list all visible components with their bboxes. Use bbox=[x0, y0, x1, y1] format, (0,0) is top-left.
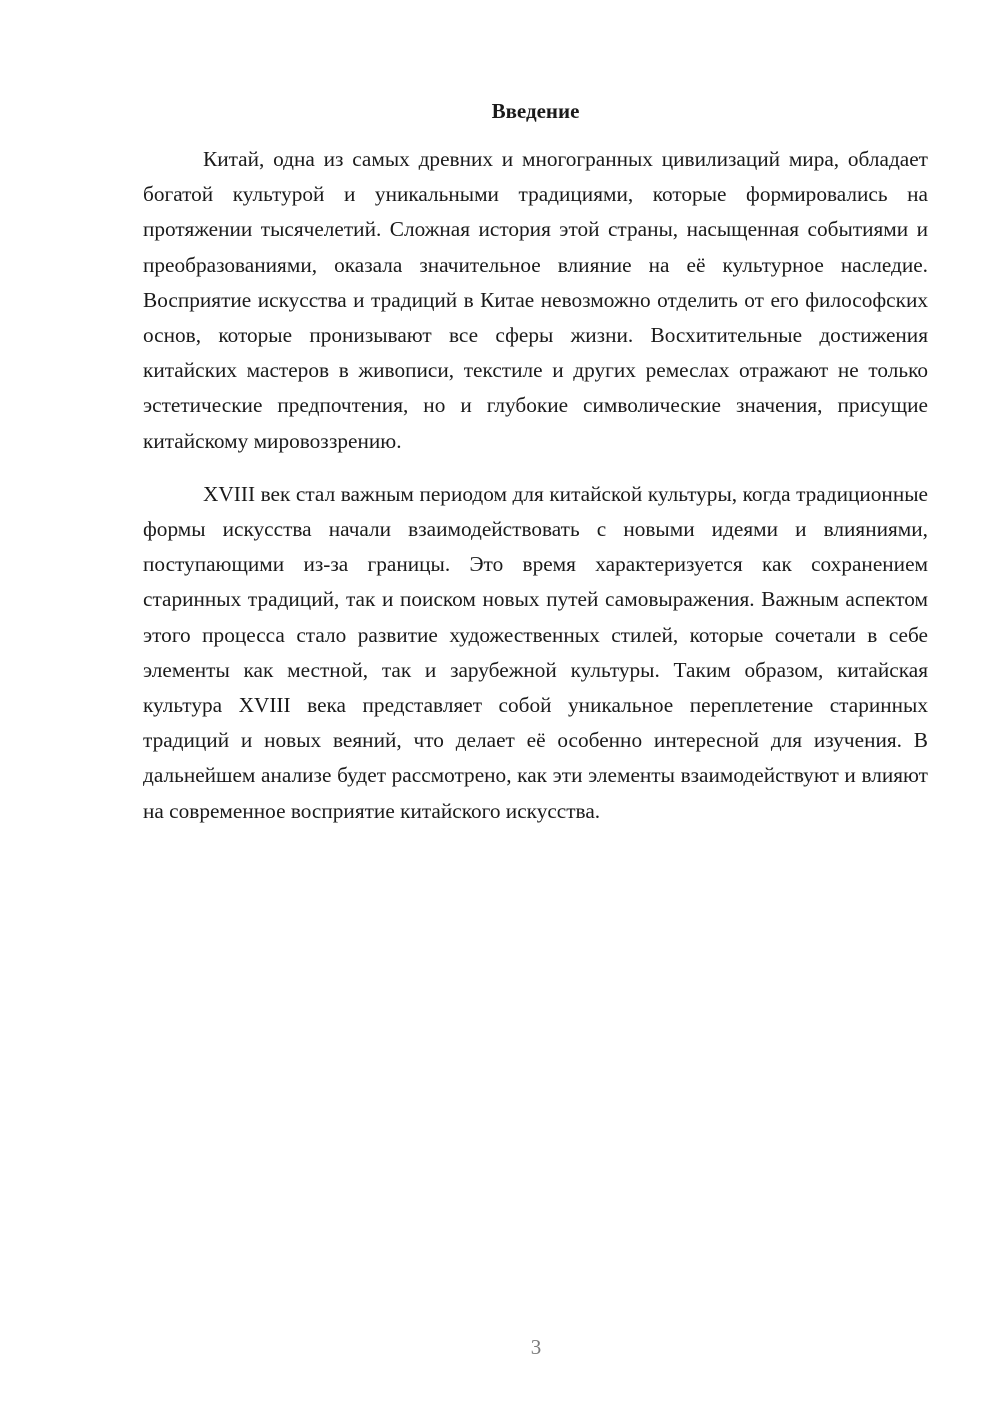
paragraph-2: XVIII век стал важным периодом для китайской культуры, когда традиционные формы искусства начали взаимодействовать с новыми идеями и влияниями, поступающими из-за границы. Это время характеризуется как сохранением старинных традиций, так и поиском новых путей самовыражения. Важным аспектом этого процесса стало развитие художественных стилей, которые сочетали в себе элементы как местной, так и зарубежной культуры. Таким образом, китайская культура XVIII века представляет собой уникальное переплетение старинных традиций и новых веяний, что делает её особенно интересной для изучения. В дальнейшем анализе будет рассмотрено, как эти элементы взаимодействуют и влияют на современное восприятие китайского искусства. bbox=[143, 481, 928, 823]
page-number: 3 bbox=[530, 1335, 542, 1359]
section-title: Введение bbox=[491, 99, 580, 123]
paragraph-1: Китай, одна из самых древних и многогранных цивилизаций мира, обладает богатой культурой и уникальными традициями, которые формировались на протяжении тысячелетий. Сложная история этой страны, насыщенная событиями и преобразованиями, оказала значительное влияние на её культурное наследие. Восприятие искусства и традиций в Китае невозможно отделить от его философских основ, которые пронизывают все сферы жизни. Восхитительные достижения китайских мастеров в живописи, текстиле и других ремеслах отражают не только эстетические предпочтения, но и глубокие символические значения, присущие китайскому мировоззрению. bbox=[143, 147, 928, 453]
body-text bbox=[143, 142, 928, 829]
